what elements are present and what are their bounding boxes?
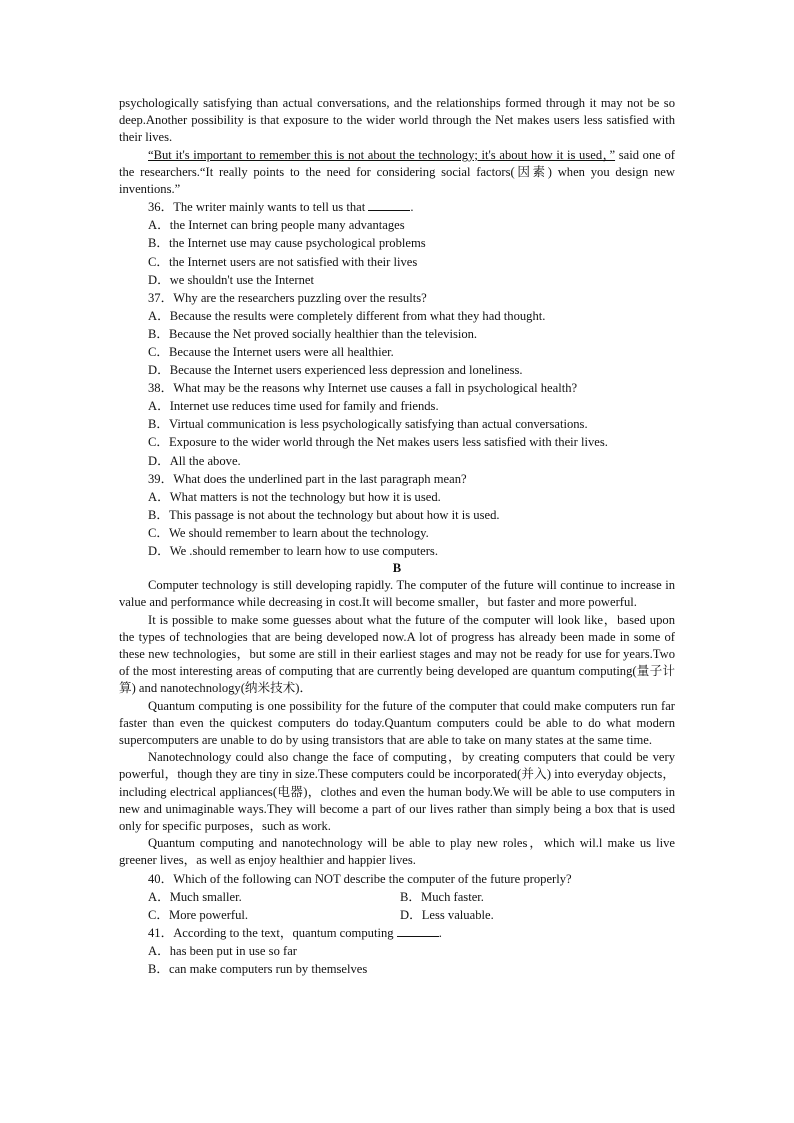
option: A．Internet use reduces time used for family and friends.: [148, 399, 439, 414]
answer-blank: [368, 199, 410, 211]
option: A．has been put in use so far: [148, 943, 297, 958]
underlined-quote: “But it's important to remember this is not about the technology; it's about how it is used，”: [148, 147, 616, 162]
option: D．Because the Internet users experienced less depression and loneliness.: [148, 363, 523, 378]
option: A．Much smaller.: [148, 889, 242, 904]
passage-a-paragraph: psychologically satisfying than actual conversations, and the relationships formed through it may not be so deep.Another possibility is that exposure to the wider world through the Net makes users less satisfied with their lives.: [119, 96, 675, 145]
option: C．Because the Internet users were all healthier.: [148, 344, 394, 359]
document-page: [119, 95, 675, 978]
question-38-stem: 38．What may be the reasons why Internet use causes a fall in psychological health?: [148, 381, 578, 396]
option: B．the Internet use may cause psychological problems: [148, 236, 426, 251]
option: C．More powerful.: [148, 907, 249, 922]
option-row: [119, 906, 675, 924]
option: A．the Internet can bring people many advantages: [148, 218, 405, 233]
option: D．Less valuable.: [400, 907, 494, 922]
option: B．This passage is not about the technology but about how it is used.: [148, 507, 500, 522]
passage-a-quote-paragraph: [119, 147, 675, 199]
question-40-stem: 40．Which of the following can NOT describe the computer of the future properly?: [148, 871, 572, 886]
section-b-heading: B: [392, 561, 402, 576]
section-b-paragraph: Nanotechnology could also change the face of computing，by creating computers that could be very powerful，though they are tiny in size.These computers could be incorporated(并入) into everyday objects，including electrical appliances(电器)，clothes and even the human body.We will be able to use computers in new and unimaginable ways.They will become a part of our lives rather than simply being a box that is used only for specific purposes，such as work.: [119, 750, 675, 833]
option: B．can make computers run by themselves: [148, 962, 368, 977]
option: C．Exposure to the wider world through the Net makes users less satisfied with their lives.: [148, 435, 608, 450]
answer-blank: [397, 925, 439, 937]
option: C．We should remember to learn about the technology.: [148, 525, 429, 540]
option: C．the Internet users are not satisfied with their lives: [148, 254, 418, 269]
section-b-paragraph: Quantum computing is one possibility for the future of the computer that could make computers run far faster than even the quickest computers do today.Quantum computers could be able to do what modern supercomputers are unable to do by using transistors that are able to take on many states at the same time.: [119, 698, 675, 747]
option: A．Because the results were completely different from what they had thought.: [148, 308, 546, 323]
option: B．Because the Net proved socially healthier than the television.: [148, 326, 478, 341]
option: D．we shouldn't use the Internet: [148, 272, 314, 287]
section-b-paragraph: It is possible to make some guesses about what the future of the computer will look like，based upon the types of technologies that are being developed now.A lot of progress has already been made in some of these new technologies，but some are still in their earliest stages and may not be ready for use for years.Two of the most interesting areas of computing that are currently being developed are quantum computing(量子计算) and nanotechnology(纳米技术)．: [119, 612, 675, 696]
option: B．Much faster.: [400, 889, 484, 904]
option: D．All the above.: [148, 453, 241, 468]
option: D．We .should remember to learn how to use computers.: [148, 544, 438, 558]
question-41-stem: 41．According to the text，quantum computing .: [148, 925, 442, 940]
option: B．Virtual communication is less psychologically satisfying than actual conversations.: [148, 417, 588, 432]
section-b-paragraph: Computer technology is still developing rapidly. The computer of the future will continue to increase in value and performance while decreasing in cost.It will become smaller，but faster and more powerful.: [119, 578, 675, 610]
question-39-stem: 39．What does the underlined part in the last paragraph mean?: [148, 471, 467, 486]
question-36-stem: 36．The writer mainly wants to tell us that .: [148, 200, 414, 215]
option-row: [119, 888, 675, 906]
question-37-stem: 37．Why are the researchers puzzling over the results?: [148, 290, 427, 305]
section-b-paragraph: Quantum computing and nanotechnology will be able to play new roles，which wil.l make us live greener lives，as well as enjoy healthier and happier lives.: [119, 836, 675, 868]
quote-continuation: said one of the researchers.“It really points to the need for considering social factors(因素) when you design new inventions.”: [119, 147, 676, 197]
option: A．What matters is not the technology but how it is used.: [148, 489, 441, 504]
